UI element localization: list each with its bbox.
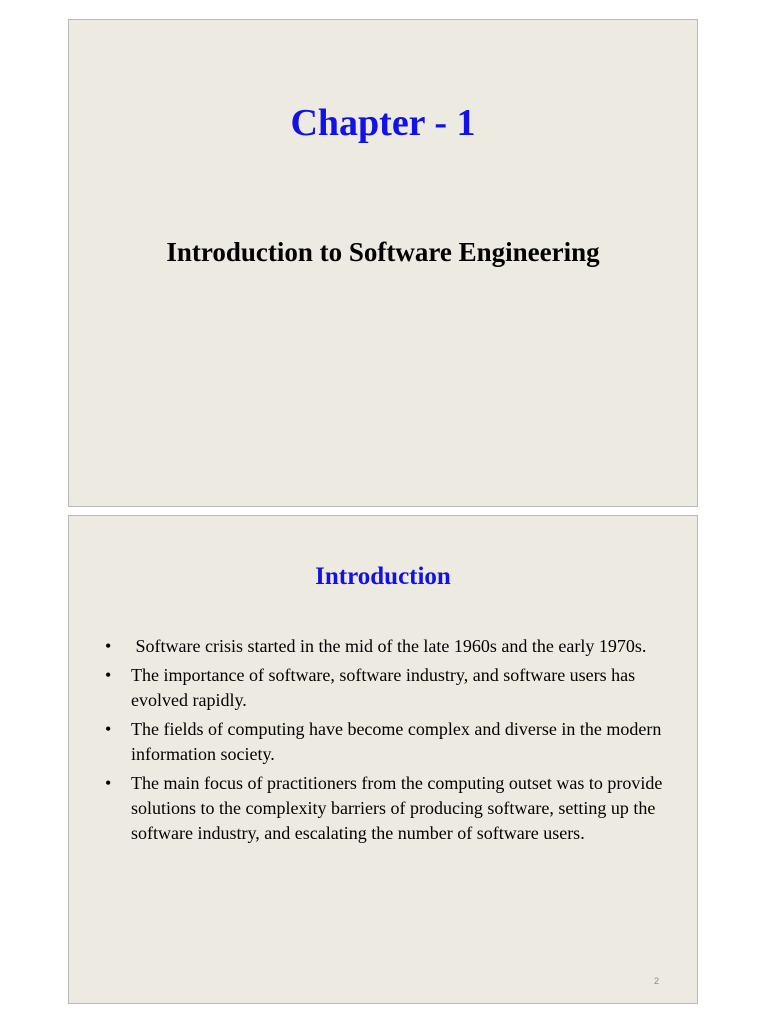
- chapter-title: Chapter - 1: [290, 102, 476, 144]
- chapter-subtitle: Introduction to Software Engineering: [166, 237, 600, 267]
- bullet-text: The fields of computing have become complex and diverse in the modern information society.: [131, 719, 662, 764]
- bullet-icon: •: [105, 665, 112, 685]
- bullet-item: [105, 663, 669, 713]
- bullet-text: The importance of software, software industry, and software users has evolved rapidly.: [131, 665, 636, 710]
- bullet-list: [105, 634, 669, 850]
- bullet-icon: •: [105, 636, 112, 656]
- bullet-icon: •: [105, 719, 112, 739]
- page-number: 2: [653, 976, 659, 986]
- bullet-text: The main focus of practitioners from the computing outset was to provide solutions to the complexity barriers of producing software, setting up the software industry, and escalating the number of software users.: [131, 773, 663, 843]
- introduction-heading: Introduction: [315, 563, 451, 590]
- bullet-item: [105, 717, 669, 767]
- slide-chapter-title: [68, 19, 698, 507]
- slide-introduction: [68, 515, 698, 1004]
- bullet-item: [105, 634, 669, 659]
- bullet-icon: •: [105, 773, 112, 793]
- bullet-text: Software crisis started in the mid of the late 1960s and the early 1970s.: [131, 636, 647, 656]
- bullet-item: [105, 771, 669, 846]
